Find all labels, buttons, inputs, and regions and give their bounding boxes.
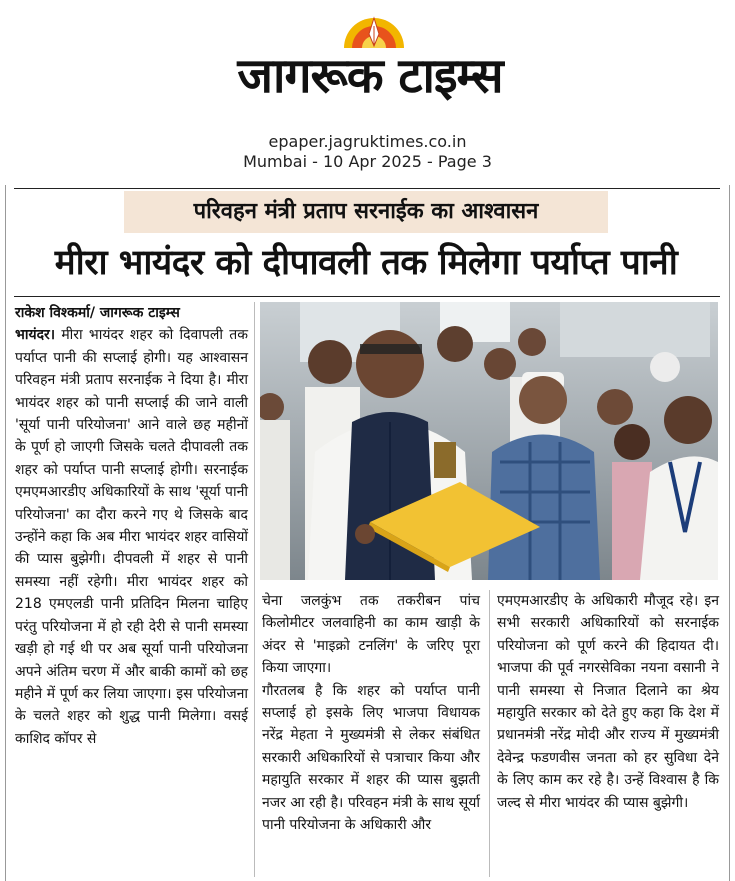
column-3-paragraph: एमएमआरडीए के अधिकारी मौजूद रहे। इन सभी सरकारी अधिकारियों को सरनाईक परियोजना को पूर्ण करने की हिदायत दी। भाजपा की पूर्व नगरसेविका नयना वसानी ने पानी समस्या से निजात दिलाने का श्रेय महायुति सरकार को देते हुए कहा कि देश में प्रधानमंत्री नरेंद्र मोदी और राज्य में मुख्यमंत्री देवेन्द्र फडणवीस जनता को हर सुविधा देने के लिए काम कर रहे है। उन्हें विश्वास है कि जल्द से मीरा भायंदर की प्यास बुझेगी। bbox=[497, 593, 719, 811]
column-2-paragraph-1: चेना जलकुंभ तक तकरीबन पांच किलोमीटर जलवाहिनी का काम खाड़ी के अंदर से 'माइक्रो टनलिंग' के जरिए पूरा किया जाएगा। bbox=[262, 593, 480, 677]
masthead bbox=[0, 0, 735, 185]
column-divider-1 bbox=[254, 302, 255, 877]
column-2-paragraph-2: गौरतलब है कि शहर को पर्याप्त पानी सप्लाई हो इसके लिए भाजपा विधायक नरेंद्र मेहता ने मुख्यमंत्री से लेकर संबंधित सरकारी अधिकारियों से पत्राचार किया और महायुति सरकार में शहर की प्यास बुझती नजर आ रही है। परिवहन मंत्री के साथ सूर्या पानी परियोजना के अधिकारी और bbox=[262, 682, 480, 834]
byline: राकेश विश्कर्मा/ जागरूक टाइम्स bbox=[15, 305, 180, 321]
kicker-text: परिवहन मंत्री प्रताप सरनाईक का आश्वासन bbox=[193, 199, 539, 224]
newspaper-logo bbox=[170, 8, 570, 126]
dateline: भायंदर। bbox=[15, 327, 56, 344]
left-page-border bbox=[5, 185, 6, 881]
article-column-2 bbox=[262, 590, 480, 836]
edition-info: Mumbai - 10 Apr 2025 - Page 3 bbox=[243, 152, 492, 171]
article-column-3 bbox=[497, 590, 719, 814]
column-1-text: मीरा भायंदर शहर को दिवापली तक पर्याप्त पानी की सप्लाई होगी। यह आश्वासन परिवहन मंत्री प्रताप सरनाईक ने दिया है। मीरा भायंदर शहर को पानी सप्लाई की जाने वाली 'सूर्या पानी परियोजना' आने वाले छह महीनों के पूर्ण हो जाएगी जिसके चलते दीपावली तक शहर को पर्याप्त पानी सप्लाई होगी। सरनाईक एमएमआरडीए अधिकारियों के साथ 'सूर्या पानी परियोजना' का दौरा करने गए थे जिसके बाद उन्होंने कहा कि अब मीरा भायंदर शहर वासियों की प्यास बुझेगी। दीपवली में शहर से पानी समस्या नहीं रहेगी। मीरा भायंदर शहर को 218 एमएलडी पानी प्रतिदिन मिलना चाहिए परंतु परियोजना में हो रही देरी से पानी समस्या खड़ी हो गई थी पर अब सूर्या पानी परियोजना अपने अंतिम चरण में और बाकी कामों को छह महीने में पूर्ण कर लिया जाएगा। इस परियोजना के चलते शहर को शुद्ध पानी मिलेगा। वसई काशिद कॉपर से bbox=[15, 327, 248, 747]
officials-inspection-photo bbox=[260, 302, 718, 580]
article-headline: मीरा भायंदर को दीपावली तक मिलेगा पर्याप्त पानी bbox=[54, 243, 678, 283]
right-page-border bbox=[729, 185, 730, 881]
article-photo bbox=[260, 302, 718, 580]
headline-divider bbox=[14, 296, 720, 297]
top-divider bbox=[14, 188, 720, 189]
column-divider-2 bbox=[489, 590, 490, 877]
kicker-banner bbox=[124, 191, 608, 233]
column-1-paragraph bbox=[15, 324, 248, 750]
logo-wordmark: जागरूक टाइम्स bbox=[237, 48, 503, 104]
sun-pen-logo-icon bbox=[342, 12, 406, 48]
epaper-url: epaper.jagruktimes.co.in bbox=[268, 132, 467, 151]
article-column-1 bbox=[15, 302, 248, 750]
